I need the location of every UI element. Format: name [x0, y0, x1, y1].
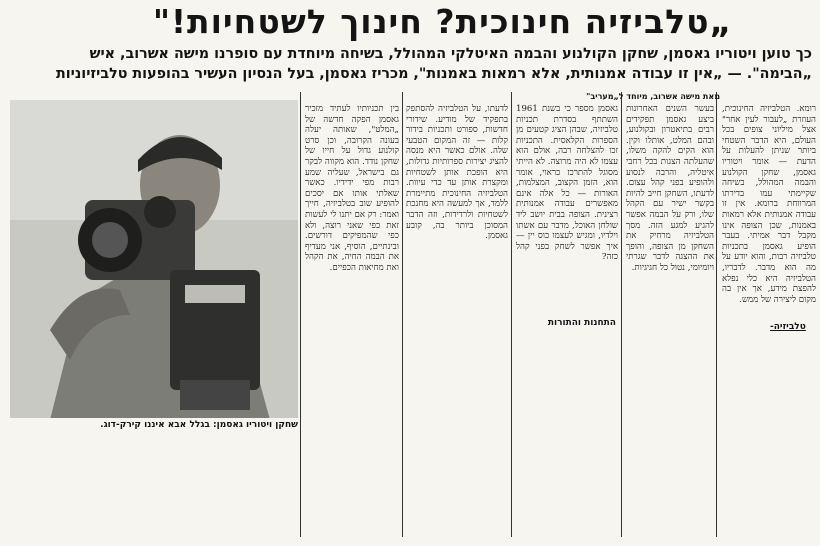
column-divider	[300, 92, 301, 537]
column-3	[516, 104, 618, 314]
column-label: טלביזיה-	[770, 322, 806, 332]
column-divider	[621, 92, 622, 537]
headline: „טלביזיה חינוכית? חינוך לשטחיות!"	[152, 2, 733, 41]
column-4-text: לדעתו, על הטלביזיה להסתפק בתפקיד של מודיע. שידורי חדשות, ספורט ותכניות בידור קלות — זה המקום הטבעי שלה. אולם כאשר היא מנסה להציג יצירות ספרותיות גדולות, היא הופכת אותן לשטחיות ומקצרת אותן עד כדי עיוות. הטלביזיה החינוכית מתיימרת ללמד, אך למעשה היא מחנכת לשטחיות ולרדידות, וזה הדבר המסוכן ביותר בה, קובע גאסמן.	[406, 104, 508, 242]
column-5	[305, 104, 399, 536]
photo-caption: שחקן ויטוריו גאסמן: בגלל אבא איננו קירק-דוג.	[100, 420, 298, 430]
column-3-text: גאסמן מספר כי בשנת 1961 השתתף בסדרת תכניות טלביזיה, שבהן הציג קטעים מן הספרות הקלאסית. התכניות זכו להצלחה רבה, אולם הוא עצמו לא היה מרוצה. לא הייתי מסוגל להתרכז כראוי, אומר הוא, הזמן הקצוב, המצלמות, האורות — כל אלה אינם מאפשרים עבודה אמנותית רצינית. הצופה בבית יושב ליד שולחן האוכל, מדבר עם אשתו וילדיו, ומגיש לעצמו כוס יין — איך אפשר לשחק בפני קהל כזה?	[516, 104, 618, 263]
column-divider	[716, 92, 717, 537]
subhead-line-2: „הבימה". — „אין זו עבודה אמנותית, אלא רמאות באמנות", מכריז גאסמן, בעל הנסיון העשיר בהופעות טלביזיוניות	[55, 66, 812, 82]
photo-cameraman	[10, 100, 298, 418]
column-divider	[402, 92, 403, 537]
photo-illustration	[10, 100, 298, 418]
section-heading: התחנות והתורות	[547, 318, 616, 328]
column-1	[722, 104, 816, 319]
column-4	[406, 104, 508, 536]
subhead-line-1: כך טוען ויטוריו גאסמן, שחקן הקולנוע והבמה האיטלקי המהולל, בשיחה מיוחדת עם סופרנו מישה אשרוב, איש	[89, 46, 812, 62]
column-2	[626, 104, 714, 536]
column-5-text: בין תכניותיו לעתיד מזכיר גאסמן הפקה חדשה של „המלט", שאותה יעלה בעונה הקרובה, וכן סרט קולנוע גדול על חייו של שחקן נודד. הוא מקווה לבקר גם בישראל, שעליה שמע רבות מפי ידידיו. כאשר שאלתי אותו אם יסכים להופיע שוב בטלביזיה, חייך ואמר: רק אם יתנו לי לעשות זאת כפי שאני רוצה, ולא כפי שהמפיקים דורשים. ובינתיים, הוסיף, אני מעדיף את הבמה החיה, את הקהל ואת מחיאות הכפיים.	[305, 104, 399, 273]
column-2-text: בעשר השנים האחרונות ביצע גאסמן תפקידים רבים בתיאטרון ובקולנוע, ובהם המלט, אותלו וקין. הוא הקים להקה משלו, שהעלתה הצגות בכל רחבי איטליה, והרבה לנסוע ולהופיע בפני קהל עצום. לדעתו, השחקן חייב להיות בקשר ישיר עם הקהל שלו, ורק על הבמה אפשר להגיע למגע הזה. מסך הטלביזיה מרחיק את השחקן מן הצופה, והופך את ההצגה לדבר שגרתי ויומיומי, נטול כל חגיגיות.	[626, 104, 714, 273]
byline: מאת מישה אשרוב, מיוחד ל„מעריב"	[586, 92, 720, 101]
column-divider	[511, 92, 512, 537]
column-1-text: רומא. הטלביזיה החינוכית, העוזרת „לעבור לעין אחר" אצל מיליוני צופים בכל העולם, היא הדבר השטחי ביותר שניתן להעלות על הדעת — אומר ויטוריו גאסמן, שחקן הקולנוע והבמה המהולל, בשיחה שקיימתי עמו בדירתו המרווחת ברומא. אין זו עבודה אמנותית אלא רמאות באמנות, שכן הצופה אינו מקבל דבר אמיתי. בעבר הופיע גאסמן בתכניות טלביזיה רבות, והוא יודע על מה הוא מדבר. לדבריו, הטלביזיה היא כלי נפלא להפצת מידע, אך אין בה מקום ליצירה של ממש.	[722, 104, 816, 305]
